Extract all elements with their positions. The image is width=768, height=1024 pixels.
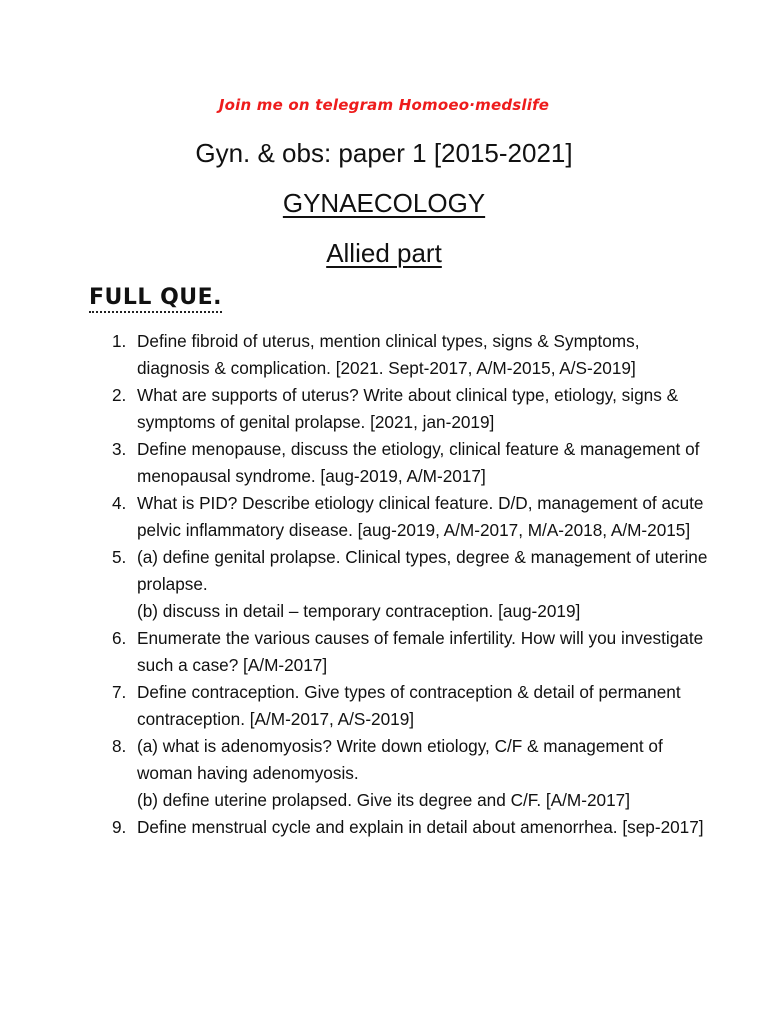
question-number: 1. xyxy=(112,331,127,351)
question-number: 3. xyxy=(112,439,127,459)
question-item xyxy=(112,490,712,544)
question-number: 4. xyxy=(112,493,127,513)
question-item xyxy=(112,382,712,436)
question-item xyxy=(112,679,712,733)
question-item xyxy=(112,625,712,679)
question-text: Define fibroid of uterus, mention clinical types, signs & Symptoms, diagnosis & complication. [2021. Sept-2017, A/M-2015, A/S-2019] xyxy=(137,331,640,378)
question-number: 6. xyxy=(112,628,127,648)
sub-title: Allied part xyxy=(326,238,442,268)
question-number: 7. xyxy=(112,682,127,702)
question-item xyxy=(112,436,712,490)
question-number: 5. xyxy=(112,547,127,567)
question-subpart: (b) discuss in detail – temporary contraception. [aug-2019] xyxy=(137,601,581,621)
question-text: Define menstrual cycle and explain in detail about amenorrhea. [sep-2017] xyxy=(137,817,704,837)
paper-title: Gyn. & obs: paper 1 [2015-2021] xyxy=(195,138,573,168)
question-number: 8. xyxy=(112,736,127,756)
question-text: What are supports of uterus? Write about clinical type, etiology, signs & symptoms of genital prolapse. [2021, jan-2019] xyxy=(137,385,679,432)
question-text: (a) what is adenomyosis? Write down etiology, C/F & management of woman having adenomyosis. xyxy=(137,736,663,783)
full-questions-heading: FULL QUE. xyxy=(89,285,222,313)
question-number: 9. xyxy=(112,817,127,837)
question-text: What is PID? Describe etiology clinical feature. D/D, management of acute pelvic inflammatory disease. [aug-2019, A/M-2017, M/A-2018, A/M-2015] xyxy=(137,493,704,540)
question-text: Define contraception. Give types of contraception & detail of permanent contraception. [A/M-2017, A/S-2019] xyxy=(137,682,681,729)
question-subpart: (b) define uterine prolapsed. Give its degree and C/F. [A/M-2017] xyxy=(137,790,630,810)
question-number: 2. xyxy=(112,385,127,405)
question-item xyxy=(112,814,712,841)
section-title: GYNAECOLOGY xyxy=(282,188,486,218)
question-list xyxy=(112,328,712,841)
question-text: Define menopause, discuss the etiology, clinical feature & management of menopausal syndrome. [aug-2019, A/M-2017] xyxy=(137,439,700,486)
question-item xyxy=(112,328,712,382)
question-item xyxy=(112,733,712,814)
question-text: Enumerate the various causes of female infertility. How will you investigate such a case? [A/M-2017] xyxy=(137,628,704,675)
telegram-note: Join me on telegram Homoeo·medslife xyxy=(218,96,550,114)
question-item xyxy=(112,544,712,625)
question-text: (a) define genital prolapse. Clinical types, degree & management of uterine prolapse. xyxy=(137,547,708,594)
